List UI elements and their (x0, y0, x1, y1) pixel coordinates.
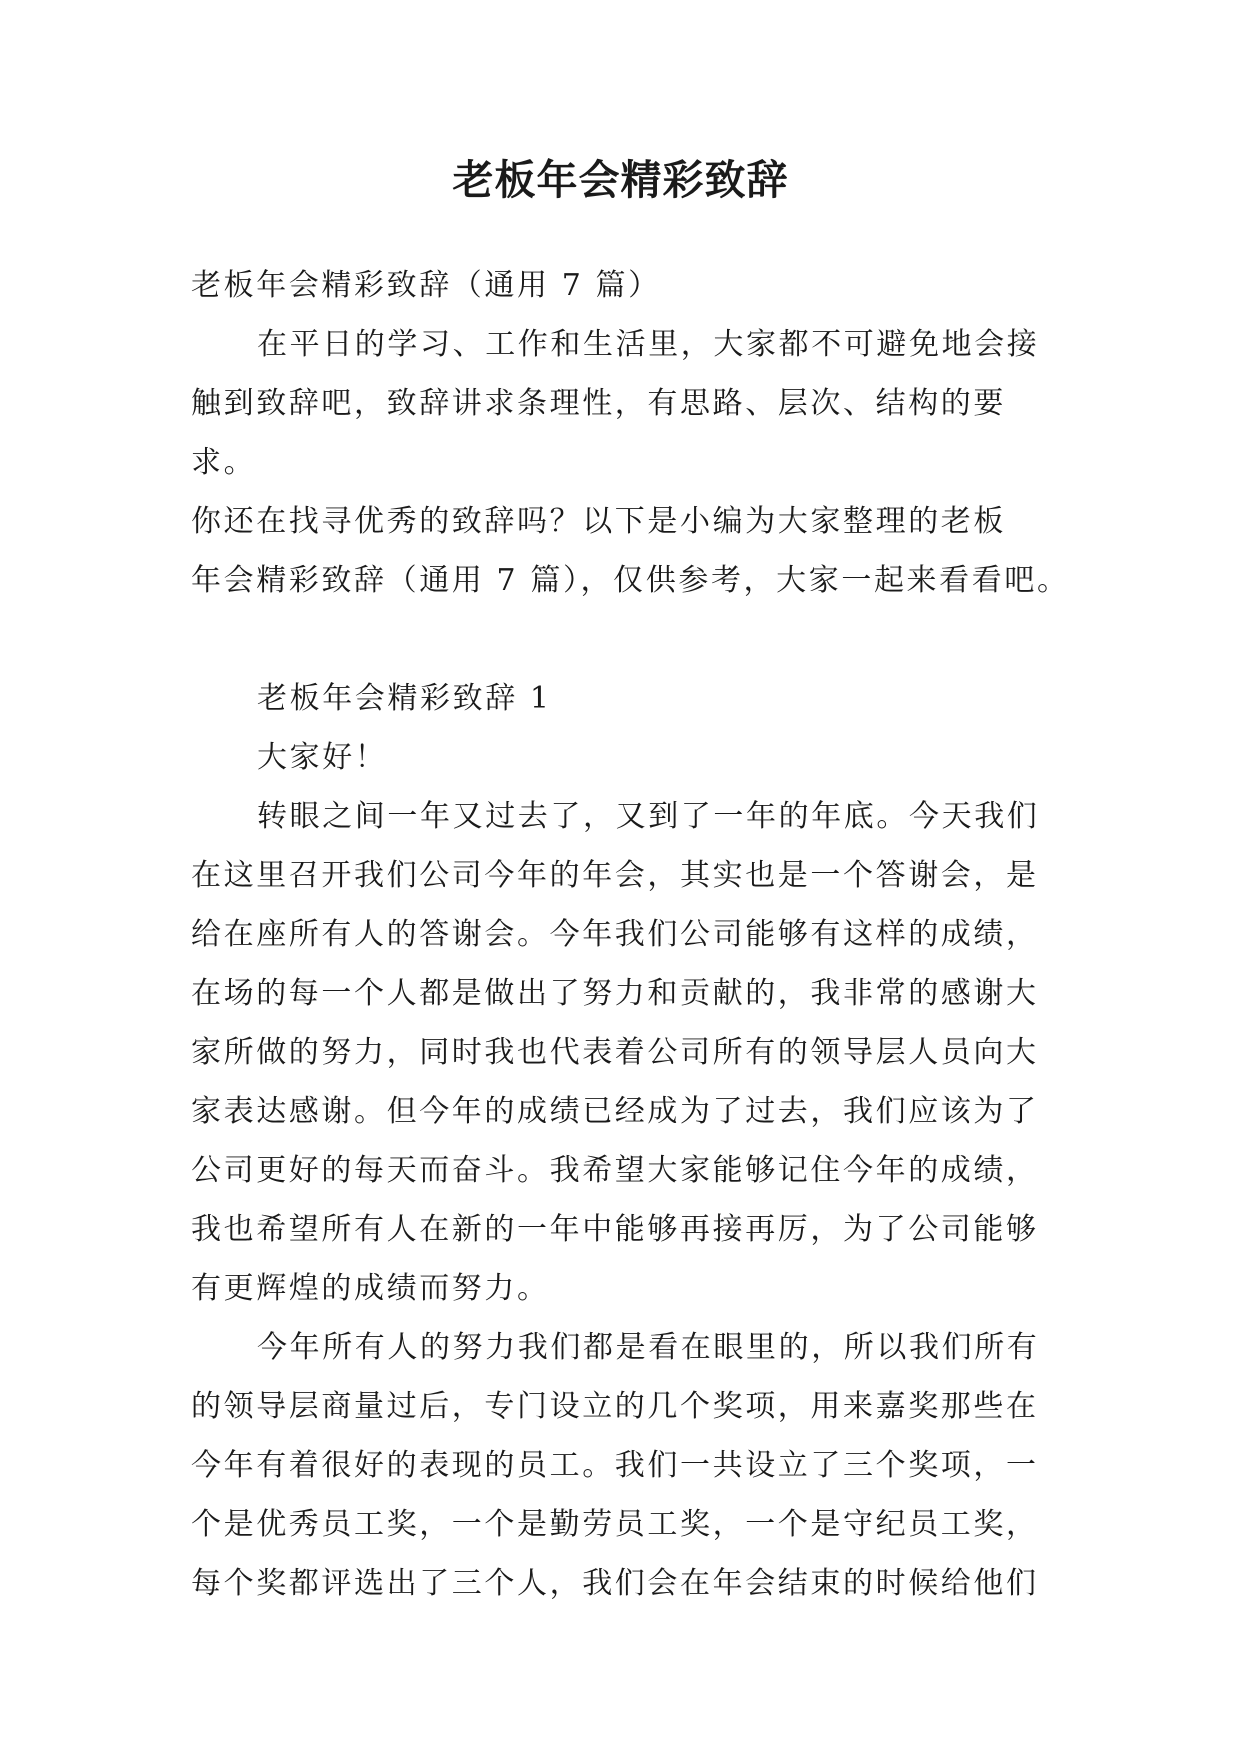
paragraph-1-line: 转眼之间一年又过去了，又到了一年的年底。今天我们 (257, 799, 1040, 834)
intro-line: 你还在找寻优秀的致辞吗？以下是小编为大家整理的老板 (191, 504, 1006, 539)
greeting: 大家好！ (257, 740, 388, 775)
paragraph-2-line: 的领导层商量过后，专门设立的几个奖项，用来嘉奖那些在 (191, 1389, 1039, 1424)
paragraph-2-line: 每个奖都评选出了三个人，我们会在年会结束的时候给他们 (191, 1566, 1039, 1601)
paragraph-1-line: 家所做的努力，同时我也代表着公司所有的领导层人员向大 (191, 1035, 1039, 1070)
blank-line (191, 610, 1071, 669)
section-heading: 老板年会精彩致辞 1 (257, 681, 552, 716)
paragraph-1-line: 在这里召开我们公司今年的年会，其实也是一个答谢会，是 (191, 858, 1039, 893)
intro-line: 年会精彩致辞（通用 7 篇），仅供参考，大家一起来看看吧。 (191, 563, 1070, 598)
paragraph-1-line: 家表达感谢。但今年的成绩已经成为了过去，我们应该为了 (191, 1094, 1039, 1129)
paragraph-1-line: 给在座所有人的答谢会。今年我们公司能够有这样的成绩， (191, 917, 1039, 952)
document-body (191, 256, 1071, 1613)
paragraph-1-line: 公司更好的每天而奋斗。我希望大家能够记住今年的成绩， (191, 1153, 1039, 1188)
paragraph-2-line: 今年所有人的努力我们都是看在眼里的，所以我们所有 (257, 1330, 1040, 1365)
paragraph-1-line: 有更辉煌的成绩而努力。 (191, 1271, 550, 1306)
paragraph-2-line: 今年有着很好的表现的员工。我们一共设立了三个奖项，一 (191, 1448, 1039, 1483)
paragraph-1-line: 我也希望所有人在新的一年中能够再接再厉，为了公司能够 (191, 1212, 1039, 1247)
intro-line: 在平日的学习、工作和生活里，大家都不可避免地会接 (257, 327, 1040, 362)
intro-line: 触到致辞吧，致辞讲求条理性，有思路、层次、结构的要求。 (191, 386, 1006, 480)
paragraph-2-line: 个是优秀员工奖，一个是勤劳员工奖，一个是守纪员工奖， (191, 1507, 1039, 1542)
document-subtitle: 老板年会精彩致辞（通用 7 篇） (191, 268, 661, 303)
document-title: 老板年会精彩致辞 (452, 156, 789, 204)
paragraph-1-line: 在场的每一个人都是做出了努力和贡献的，我非常的感谢大 (191, 976, 1039, 1011)
